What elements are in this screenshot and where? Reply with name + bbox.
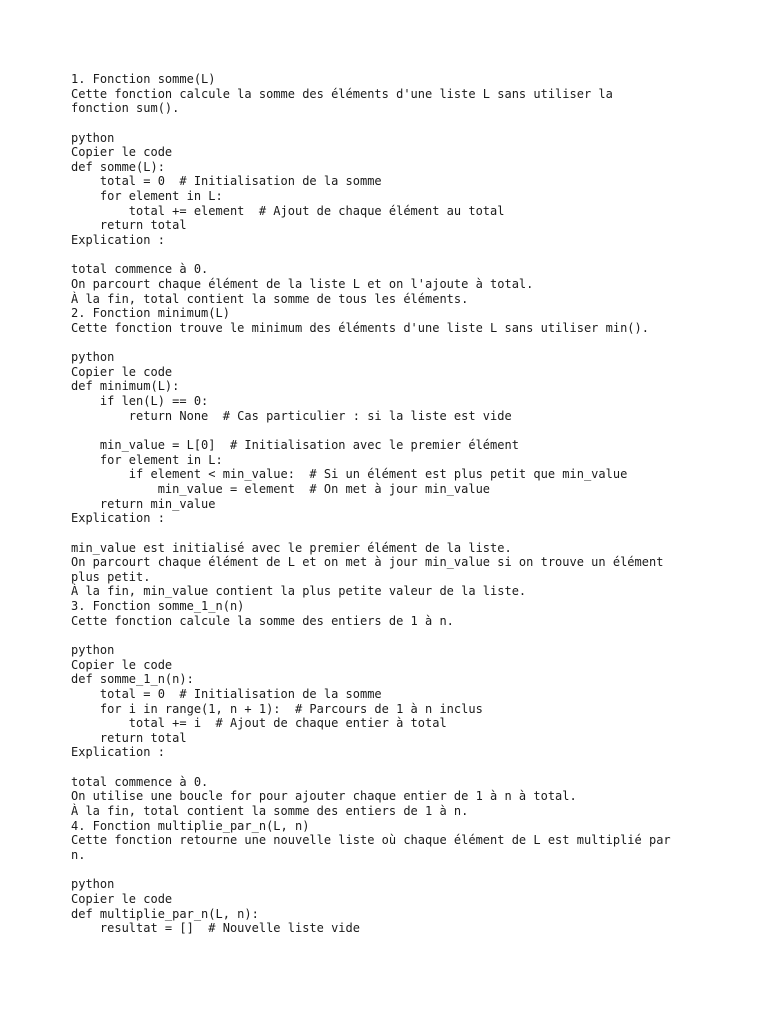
- paragraph-line: On parcourt chaque élément de L et on met à jour min_value si on trouve un élément: [71, 555, 664, 570]
- blank-line: [71, 526, 711, 541]
- code-line: total = 0 # Initialisation de la somme: [71, 686, 382, 701]
- paragraph-line: Cette fonction retourne une nouvelle liste où chaque élément de L est multiplié par: [71, 833, 671, 848]
- paragraph-line: total commence à 0.: [71, 774, 209, 789]
- code-line: total += element # Ajout de chaque élément au total: [71, 203, 505, 218]
- paragraph-line: fonction sum().: [71, 101, 180, 116]
- blank-line: [71, 423, 711, 438]
- copy-code-label: Copier le code: [71, 657, 173, 672]
- code-line: min_value = L[0] # Initialisation avec le premier élément: [71, 438, 519, 453]
- blank-line: [71, 248, 711, 263]
- code-line: resultat = [] # Nouvelle liste vide: [71, 921, 360, 936]
- code-line: for element in L:: [71, 189, 223, 204]
- explication-label: Explication :: [71, 511, 165, 526]
- paragraph-line: On parcourt chaque élément de la liste L et on l'ajoute à total.: [71, 276, 534, 291]
- blank-line: [71, 336, 711, 351]
- language-label: python: [71, 642, 115, 657]
- explication-label: Explication :: [71, 745, 165, 760]
- paragraph-line: n.: [71, 847, 86, 862]
- language-label: python: [71, 130, 115, 145]
- section-heading: 2. Fonction minimum(L): [71, 306, 230, 321]
- code-line: min_value = element # On met à jour min_value: [71, 481, 491, 496]
- code-line: for i in range(1, n + 1): # Parcours de 1 à n inclus: [71, 701, 483, 716]
- blank-line: [71, 760, 711, 775]
- code-line: return total: [71, 218, 187, 233]
- paragraph-line: À la fin, total contient la somme de tous les éléments.: [71, 291, 469, 306]
- code-line: def minimum(L):: [71, 379, 180, 394]
- paragraph-line: total commence à 0.: [71, 262, 209, 277]
- copy-code-label: Copier le code: [71, 145, 173, 160]
- code-line: def multiplie_par_n(L, n):: [71, 906, 259, 921]
- blank-line: [71, 863, 711, 878]
- code-line: def somme_1_n(n):: [71, 672, 194, 687]
- code-line: return total: [71, 730, 187, 745]
- paragraph-line: min_value est initialisé avec le premier élément de la liste.: [71, 540, 512, 555]
- code-line: if element < min_value: # Si un élément est plus petit que min_value: [71, 467, 628, 482]
- paragraph-line: Cette fonction trouve le minimum des éléments d'une liste L sans utiliser min().: [71, 320, 649, 335]
- code-line: total += i # Ajout de chaque entier à total: [71, 716, 447, 731]
- explication-label: Explication :: [71, 233, 165, 248]
- paragraph-line: À la fin, min_value contient la plus petite valeur de la liste.: [71, 584, 527, 599]
- document-text: [71, 72, 711, 936]
- section-heading: 4. Fonction multiplie_par_n(L, n): [71, 818, 310, 833]
- language-label: python: [71, 877, 115, 892]
- blank-line: [71, 116, 711, 131]
- code-line: for element in L:: [71, 452, 223, 467]
- section-heading: 3. Fonction somme_1_n(n): [71, 599, 245, 614]
- paragraph-line: À la fin, total contient la somme des entiers de 1 à n.: [71, 804, 469, 819]
- language-label: python: [71, 350, 115, 365]
- paragraph-line: On utilise une boucle for pour ajouter chaque entier de 1 à n à total.: [71, 789, 577, 804]
- copy-code-label: Copier le code: [71, 891, 173, 906]
- paragraph-line: plus petit.: [71, 569, 151, 584]
- paragraph-line: Cette fonction calcule la somme des entiers de 1 à n.: [71, 613, 454, 628]
- code-line: def somme(L):: [71, 159, 165, 174]
- blank-line: [71, 628, 711, 643]
- code-line: return min_value: [71, 496, 216, 511]
- section-heading: 1. Fonction somme(L): [71, 72, 216, 86]
- paragraph-line: Cette fonction calcule la somme des éléments d'une liste L sans utiliser la: [71, 86, 613, 101]
- code-line: if len(L) == 0:: [71, 394, 209, 409]
- code-line: total = 0 # Initialisation de la somme: [71, 174, 382, 189]
- code-line: return None # Cas particulier : si la liste est vide: [71, 408, 512, 423]
- copy-code-label: Copier le code: [71, 364, 173, 379]
